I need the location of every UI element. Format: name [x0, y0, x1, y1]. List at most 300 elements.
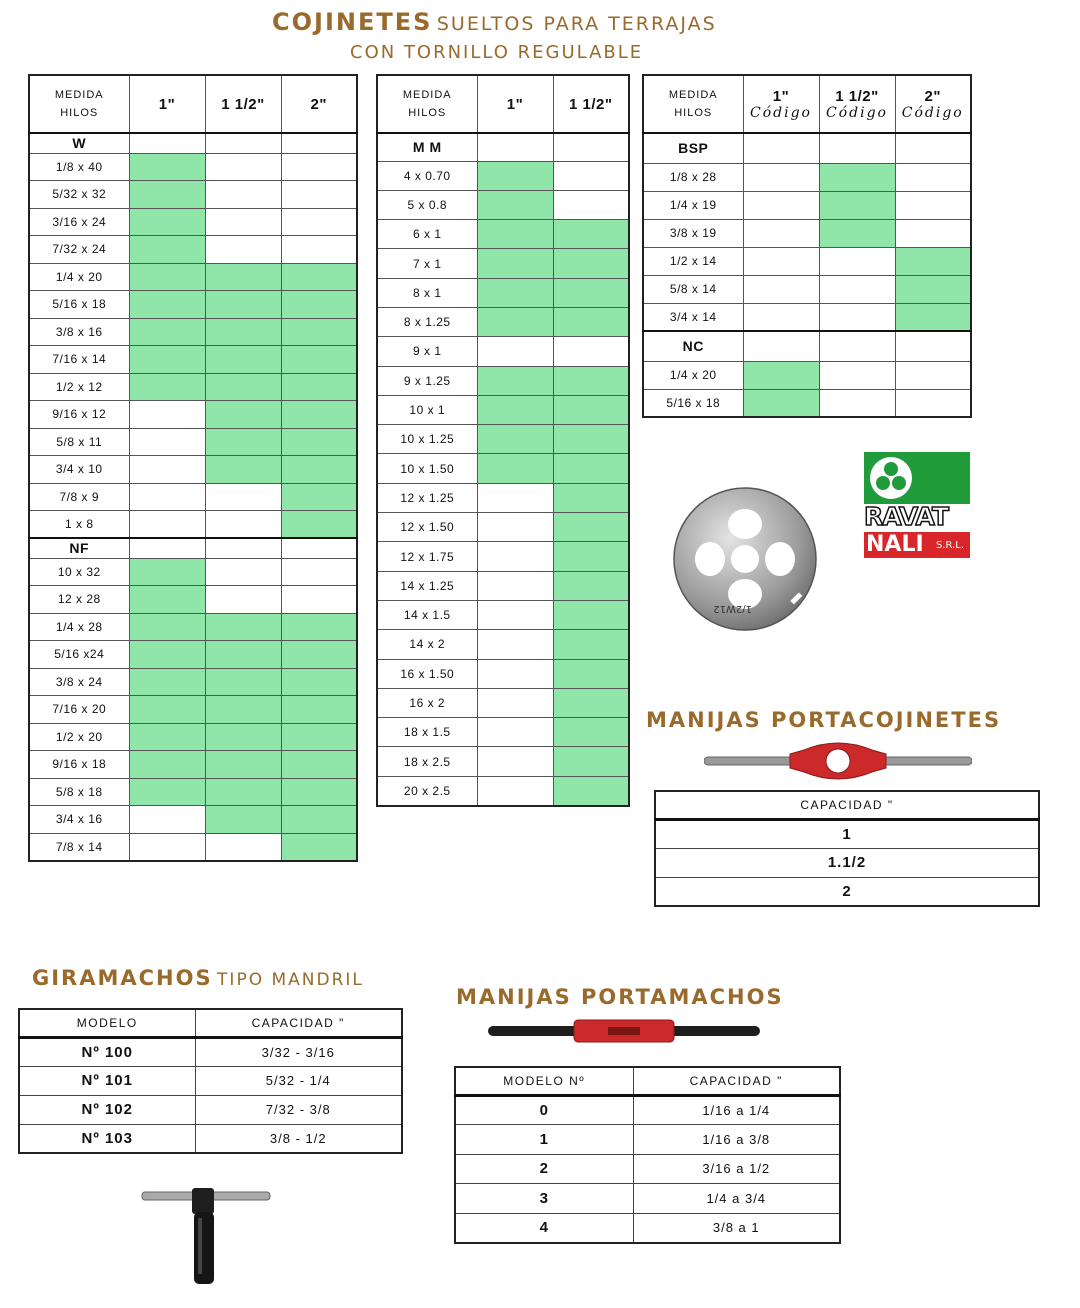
empty-cell: [553, 337, 629, 366]
logo-nali: NALI: [866, 532, 924, 557]
available-cell: [819, 219, 895, 247]
capacity-cell: 1/4 a 3/4: [633, 1184, 840, 1214]
available-cell: [129, 373, 205, 401]
available-cell: [129, 558, 205, 586]
available-cell: [281, 833, 357, 861]
row-label: 9 x 1: [377, 337, 477, 366]
section-empty-cell: [205, 133, 281, 153]
row-label: 1/2 x 12: [29, 373, 129, 401]
table-row: [377, 278, 629, 307]
row-label: 14 x 1.25: [377, 571, 477, 600]
table-row: [377, 776, 629, 805]
available-cell: [281, 346, 357, 374]
header-size-label: 1 1/2": [835, 87, 879, 105]
table-row: [377, 688, 629, 717]
row-label: 12 x 28: [29, 586, 129, 614]
available-cell: [205, 401, 281, 429]
row-label: 3/16 x 24: [29, 208, 129, 236]
available-cell: [205, 291, 281, 319]
header-medida-hilos: [643, 75, 743, 133]
die-image: [672, 486, 818, 632]
section-empty-cell: [129, 538, 205, 558]
available-cell: [129, 668, 205, 696]
row-label: 1/4 x 20: [643, 361, 743, 389]
empty-cell: [205, 558, 281, 586]
header-codigo: Código: [826, 104, 888, 121]
available-cell: [281, 511, 357, 539]
available-cell: [553, 483, 629, 512]
table-row: [29, 318, 357, 346]
row-label: 7/8 x 14: [29, 833, 129, 861]
row-label: 5/16 x 18: [643, 389, 743, 417]
available-cell: [205, 723, 281, 751]
row-label: 1/4 x 19: [643, 191, 743, 219]
header-size: [205, 75, 281, 133]
table-row: [29, 153, 357, 181]
available-cell: [477, 395, 553, 424]
header-size: [477, 75, 553, 133]
giramachos-title-main: GIRAMACHOS: [32, 966, 213, 990]
empty-cell: [819, 361, 895, 389]
page-subtitle: CON TORNILLO REGULABLE: [350, 42, 644, 63]
available-cell: [129, 318, 205, 346]
available-cell: [553, 513, 629, 542]
capacity-cell: 3/8 a 1: [633, 1213, 840, 1243]
table-row: [377, 659, 629, 688]
row-label: 10 x 1.25: [377, 425, 477, 454]
table-row: [377, 513, 629, 542]
available-cell: [281, 751, 357, 779]
empty-cell: [553, 190, 629, 219]
capacity-cell: 1/16 a 1/4: [633, 1095, 840, 1125]
table-row: [29, 373, 357, 401]
available-cell: [129, 778, 205, 806]
available-cell: [281, 318, 357, 346]
table-row: [19, 1095, 402, 1124]
section-empty-cell: [129, 133, 205, 153]
row-label: 1/2 x 14: [643, 247, 743, 275]
available-cell: [553, 249, 629, 278]
row-label: 5/8 x 14: [643, 275, 743, 303]
available-cell: [205, 696, 281, 724]
model-cell: Nº 102: [19, 1095, 195, 1124]
empty-cell: [129, 806, 205, 834]
section-empty-cell: [281, 133, 357, 153]
table-row: [29, 806, 357, 834]
logo-srl: S.R.L.: [936, 540, 965, 551]
table-mm: [376, 74, 630, 807]
header-size-label: 1": [158, 95, 176, 113]
row-label: 7/16 x 20: [29, 696, 129, 724]
empty-cell: [743, 219, 819, 247]
available-cell: [553, 718, 629, 747]
table-row: [29, 586, 357, 614]
available-cell: [281, 263, 357, 291]
table-row: [377, 600, 629, 629]
table-row: [377, 718, 629, 747]
empty-cell: [477, 630, 553, 659]
section-header: BSP: [643, 133, 743, 163]
section-empty-cell: [895, 331, 971, 361]
table-row: [377, 483, 629, 512]
section-empty-cell: [743, 133, 819, 163]
logo-ravat: RAVAT: [864, 502, 949, 531]
table-row: [29, 236, 357, 264]
table-row: [29, 751, 357, 779]
table-row: [377, 454, 629, 483]
table-row: [29, 558, 357, 586]
row-label: 14 x 1.5: [377, 600, 477, 629]
empty-cell: [895, 219, 971, 247]
table-row: [377, 366, 629, 395]
header-codigo: Código: [750, 104, 812, 121]
table-row: [455, 1154, 840, 1184]
available-cell: [205, 613, 281, 641]
empty-cell: [477, 483, 553, 512]
row-label: 3/4 x 14: [643, 303, 743, 331]
table-row: [643, 163, 971, 191]
empty-cell: [743, 303, 819, 331]
available-cell: [205, 806, 281, 834]
available-cell: [553, 220, 629, 249]
empty-cell: [477, 747, 553, 776]
header-modelo: MODELO Nº: [455, 1067, 633, 1095]
model-cell: Nº 103: [19, 1124, 195, 1153]
section-empty-cell: [895, 133, 971, 163]
available-cell: [743, 361, 819, 389]
available-cell: [129, 723, 205, 751]
empty-cell: [205, 236, 281, 264]
table-portamachos: [454, 1066, 841, 1244]
table-row: [29, 208, 357, 236]
available-cell: [205, 318, 281, 346]
table-row: [29, 668, 357, 696]
row-label: 5/8 x 11: [29, 428, 129, 456]
empty-cell: [895, 389, 971, 417]
table-row: [29, 483, 357, 511]
table-row: [29, 428, 357, 456]
row-label: 5/16 x24: [29, 641, 129, 669]
table-row: [29, 511, 357, 539]
empty-cell: [477, 542, 553, 571]
table-row: [377, 337, 629, 366]
available-cell: [819, 163, 895, 191]
available-cell: [281, 806, 357, 834]
available-cell: [281, 778, 357, 806]
empty-cell: [281, 153, 357, 181]
row-label: 7/32 x 24: [29, 236, 129, 264]
available-cell: [205, 751, 281, 779]
table-row: [643, 191, 971, 219]
header-size-label: 1": [772, 87, 790, 105]
empty-cell: [477, 776, 553, 805]
section-header: NF: [29, 538, 129, 558]
header-size-label: 2": [310, 95, 327, 113]
row-label: 3/8 x 16: [29, 318, 129, 346]
header-medida: MEDIDA: [402, 89, 452, 101]
available-cell: [895, 275, 971, 303]
available-cell: [553, 454, 629, 483]
available-cell: [895, 303, 971, 331]
available-cell: [129, 208, 205, 236]
table-row: [455, 1095, 840, 1125]
row-label: 1/4 x 20: [29, 263, 129, 291]
table-row: [29, 181, 357, 209]
row-label: 14 x 2: [377, 630, 477, 659]
available-cell: [477, 278, 553, 307]
table-row: [643, 219, 971, 247]
row-label: 4 x 0.70: [377, 161, 477, 190]
header-codigo: Código: [901, 104, 964, 121]
available-cell: [553, 630, 629, 659]
ravat-nali-logo: [864, 452, 970, 558]
table-w-nf: [28, 74, 358, 862]
table-row: [29, 723, 357, 751]
empty-cell: [129, 428, 205, 456]
capacity-cell: 1/16 a 3/8: [633, 1125, 840, 1155]
row-label: 12 x 1.75: [377, 542, 477, 571]
table-bsp-nc: [642, 74, 972, 418]
empty-cell: [477, 571, 553, 600]
giramachos-title-rest: TIPO MANDRIL: [217, 970, 364, 990]
table-row: [377, 747, 629, 776]
table-row: [377, 307, 629, 336]
table-row: [455, 1213, 840, 1243]
table-row: [377, 571, 629, 600]
empty-cell: [281, 208, 357, 236]
available-cell: [281, 291, 357, 319]
empty-cell: [743, 191, 819, 219]
table-row: [29, 401, 357, 429]
row-label: 18 x 1.5: [377, 718, 477, 747]
available-cell: [477, 307, 553, 336]
row-label: 7/8 x 9: [29, 483, 129, 511]
available-cell: [205, 668, 281, 696]
available-cell: [129, 291, 205, 319]
header-size: [281, 75, 357, 133]
empty-cell: [205, 483, 281, 511]
available-cell: [553, 542, 629, 571]
empty-cell: [281, 236, 357, 264]
empty-cell: [205, 153, 281, 181]
header-modelo: MODELO: [19, 1009, 195, 1037]
capacity-value: 1.1/2: [655, 848, 1039, 877]
table-row: [377, 190, 629, 219]
die-handle-image: [704, 738, 972, 784]
header-medida-hilos: [377, 75, 477, 133]
header-capacidad: CAPACIDAD ": [633, 1067, 840, 1095]
empty-cell: [129, 483, 205, 511]
die-marking: 1/2W12: [713, 603, 752, 614]
empty-cell: [743, 275, 819, 303]
available-cell: [129, 263, 205, 291]
row-label: 12 x 1.50: [377, 513, 477, 542]
empty-cell: [281, 181, 357, 209]
empty-cell: [477, 513, 553, 542]
available-cell: [553, 747, 629, 776]
available-cell: [553, 571, 629, 600]
available-cell: [205, 428, 281, 456]
available-cell: [477, 454, 553, 483]
table-row: [29, 346, 357, 374]
available-cell: [281, 696, 357, 724]
available-cell: [553, 366, 629, 395]
empty-cell: [205, 586, 281, 614]
table-row: [377, 630, 629, 659]
available-cell: [205, 778, 281, 806]
table-row: [19, 1124, 402, 1153]
table-row: [19, 1037, 402, 1066]
table-row: [377, 161, 629, 190]
row-label: 9 x 1.25: [377, 366, 477, 395]
table-row: [29, 641, 357, 669]
header-size-label: 1": [506, 95, 524, 113]
section-header: NC: [643, 331, 743, 361]
empty-cell: [819, 389, 895, 417]
header-size: [129, 75, 205, 133]
table-row: [643, 389, 971, 417]
table-row: [29, 291, 357, 319]
row-label: 7/16 x 14: [29, 346, 129, 374]
portamachos-title: MANIJAS PORTAMACHOS: [456, 985, 784, 1009]
available-cell: [477, 249, 553, 278]
available-cell: [281, 401, 357, 429]
table-row: [29, 456, 357, 484]
row-label: 5 x 0.8: [377, 190, 477, 219]
available-cell: [205, 263, 281, 291]
section-header: W: [29, 133, 129, 153]
available-cell: [743, 389, 819, 417]
row-label: 18 x 2.5: [377, 747, 477, 776]
available-cell: [281, 613, 357, 641]
capacity-cell: 7/32 - 3/8: [195, 1095, 402, 1124]
available-cell: [129, 181, 205, 209]
available-cell: [281, 483, 357, 511]
section-empty-cell: [281, 538, 357, 558]
available-cell: [477, 366, 553, 395]
empty-cell: [819, 247, 895, 275]
header-capacidad: CAPACIDAD ": [195, 1009, 402, 1037]
table-row: [643, 247, 971, 275]
header-hilos: HILOS: [60, 107, 99, 119]
available-cell: [205, 456, 281, 484]
row-label: 3/4 x 10: [29, 456, 129, 484]
row-label: 16 x 2: [377, 688, 477, 717]
empty-cell: [281, 586, 357, 614]
available-cell: [477, 161, 553, 190]
available-cell: [553, 659, 629, 688]
empty-cell: [477, 718, 553, 747]
empty-cell: [743, 163, 819, 191]
header-medida: MEDIDA: [668, 89, 718, 101]
empty-cell: [553, 161, 629, 190]
row-label: 10 x 32: [29, 558, 129, 586]
available-cell: [819, 191, 895, 219]
empty-cell: [895, 361, 971, 389]
header-size-label: 1 1/2": [221, 95, 265, 113]
t-handle-tap-wrench-image: [140, 1184, 272, 1288]
available-cell: [129, 696, 205, 724]
row-label: 20 x 2.5: [377, 776, 477, 805]
empty-cell: [477, 659, 553, 688]
row-label: 7 x 1: [377, 249, 477, 278]
empty-cell: [129, 833, 205, 861]
empty-cell: [819, 303, 895, 331]
table-row: [643, 303, 971, 331]
model-cell: Nº 100: [19, 1037, 195, 1066]
row-label: 1/8 x 40: [29, 153, 129, 181]
available-cell: [129, 346, 205, 374]
header-size-label: 1 1/2": [569, 95, 613, 113]
row-label: 5/32 x 32: [29, 181, 129, 209]
row-label: 1 x 8: [29, 511, 129, 539]
header-size: [819, 75, 895, 133]
available-cell: [553, 395, 629, 424]
header-medida: MEDIDA: [54, 89, 104, 101]
header-capacidad: CAPACIDAD ": [655, 791, 1039, 819]
available-cell: [895, 247, 971, 275]
table-row: [29, 833, 357, 861]
table-row: [455, 1184, 840, 1214]
row-label: 8 x 1.25: [377, 307, 477, 336]
header-size: [743, 75, 819, 133]
table-row: [377, 425, 629, 454]
table-portacojinetes: [654, 790, 1040, 907]
empty-cell: [205, 833, 281, 861]
available-cell: [477, 425, 553, 454]
capacity-cell: 3/8 - 1/2: [195, 1124, 402, 1153]
available-cell: [553, 776, 629, 805]
capacity-cell: 3/32 - 3/16: [195, 1037, 402, 1066]
table-row: [377, 395, 629, 424]
header-size-label: 2": [924, 87, 941, 105]
available-cell: [477, 190, 553, 219]
title-main: COJINETES: [272, 8, 433, 36]
available-cell: [129, 613, 205, 641]
available-cell: [129, 751, 205, 779]
empty-cell: [205, 511, 281, 539]
available-cell: [553, 600, 629, 629]
table-row: [455, 1125, 840, 1155]
capacity-cell: 3/16 a 1/2: [633, 1154, 840, 1184]
row-label: 1/2 x 20: [29, 723, 129, 751]
portacojinetes-title: MANIJAS PORTACOJINETES: [646, 708, 1002, 732]
section-empty-cell: [553, 133, 629, 161]
row-label: 5/8 x 18: [29, 778, 129, 806]
available-cell: [129, 236, 205, 264]
giramachos-title: [32, 966, 364, 990]
row-label: 3/8 x 19: [643, 219, 743, 247]
table-row: [29, 778, 357, 806]
available-cell: [205, 346, 281, 374]
section-empty-cell: [205, 538, 281, 558]
table-row: [377, 249, 629, 278]
row-label: 5/16 x 18: [29, 291, 129, 319]
capacity-cell: 5/32 - 1/4: [195, 1066, 402, 1095]
table-row: [377, 542, 629, 571]
empty-cell: [477, 337, 553, 366]
row-label: 9/16 x 18: [29, 751, 129, 779]
header-hilos: HILOS: [674, 107, 713, 119]
empty-cell: [477, 600, 553, 629]
available-cell: [281, 456, 357, 484]
section-header: M M: [377, 133, 477, 161]
section-empty-cell: [477, 133, 553, 161]
row-label: 3/8 x 24: [29, 668, 129, 696]
header-hilos: HILOS: [408, 107, 447, 119]
section-empty-cell: [743, 331, 819, 361]
row-label: 10 x 1: [377, 395, 477, 424]
